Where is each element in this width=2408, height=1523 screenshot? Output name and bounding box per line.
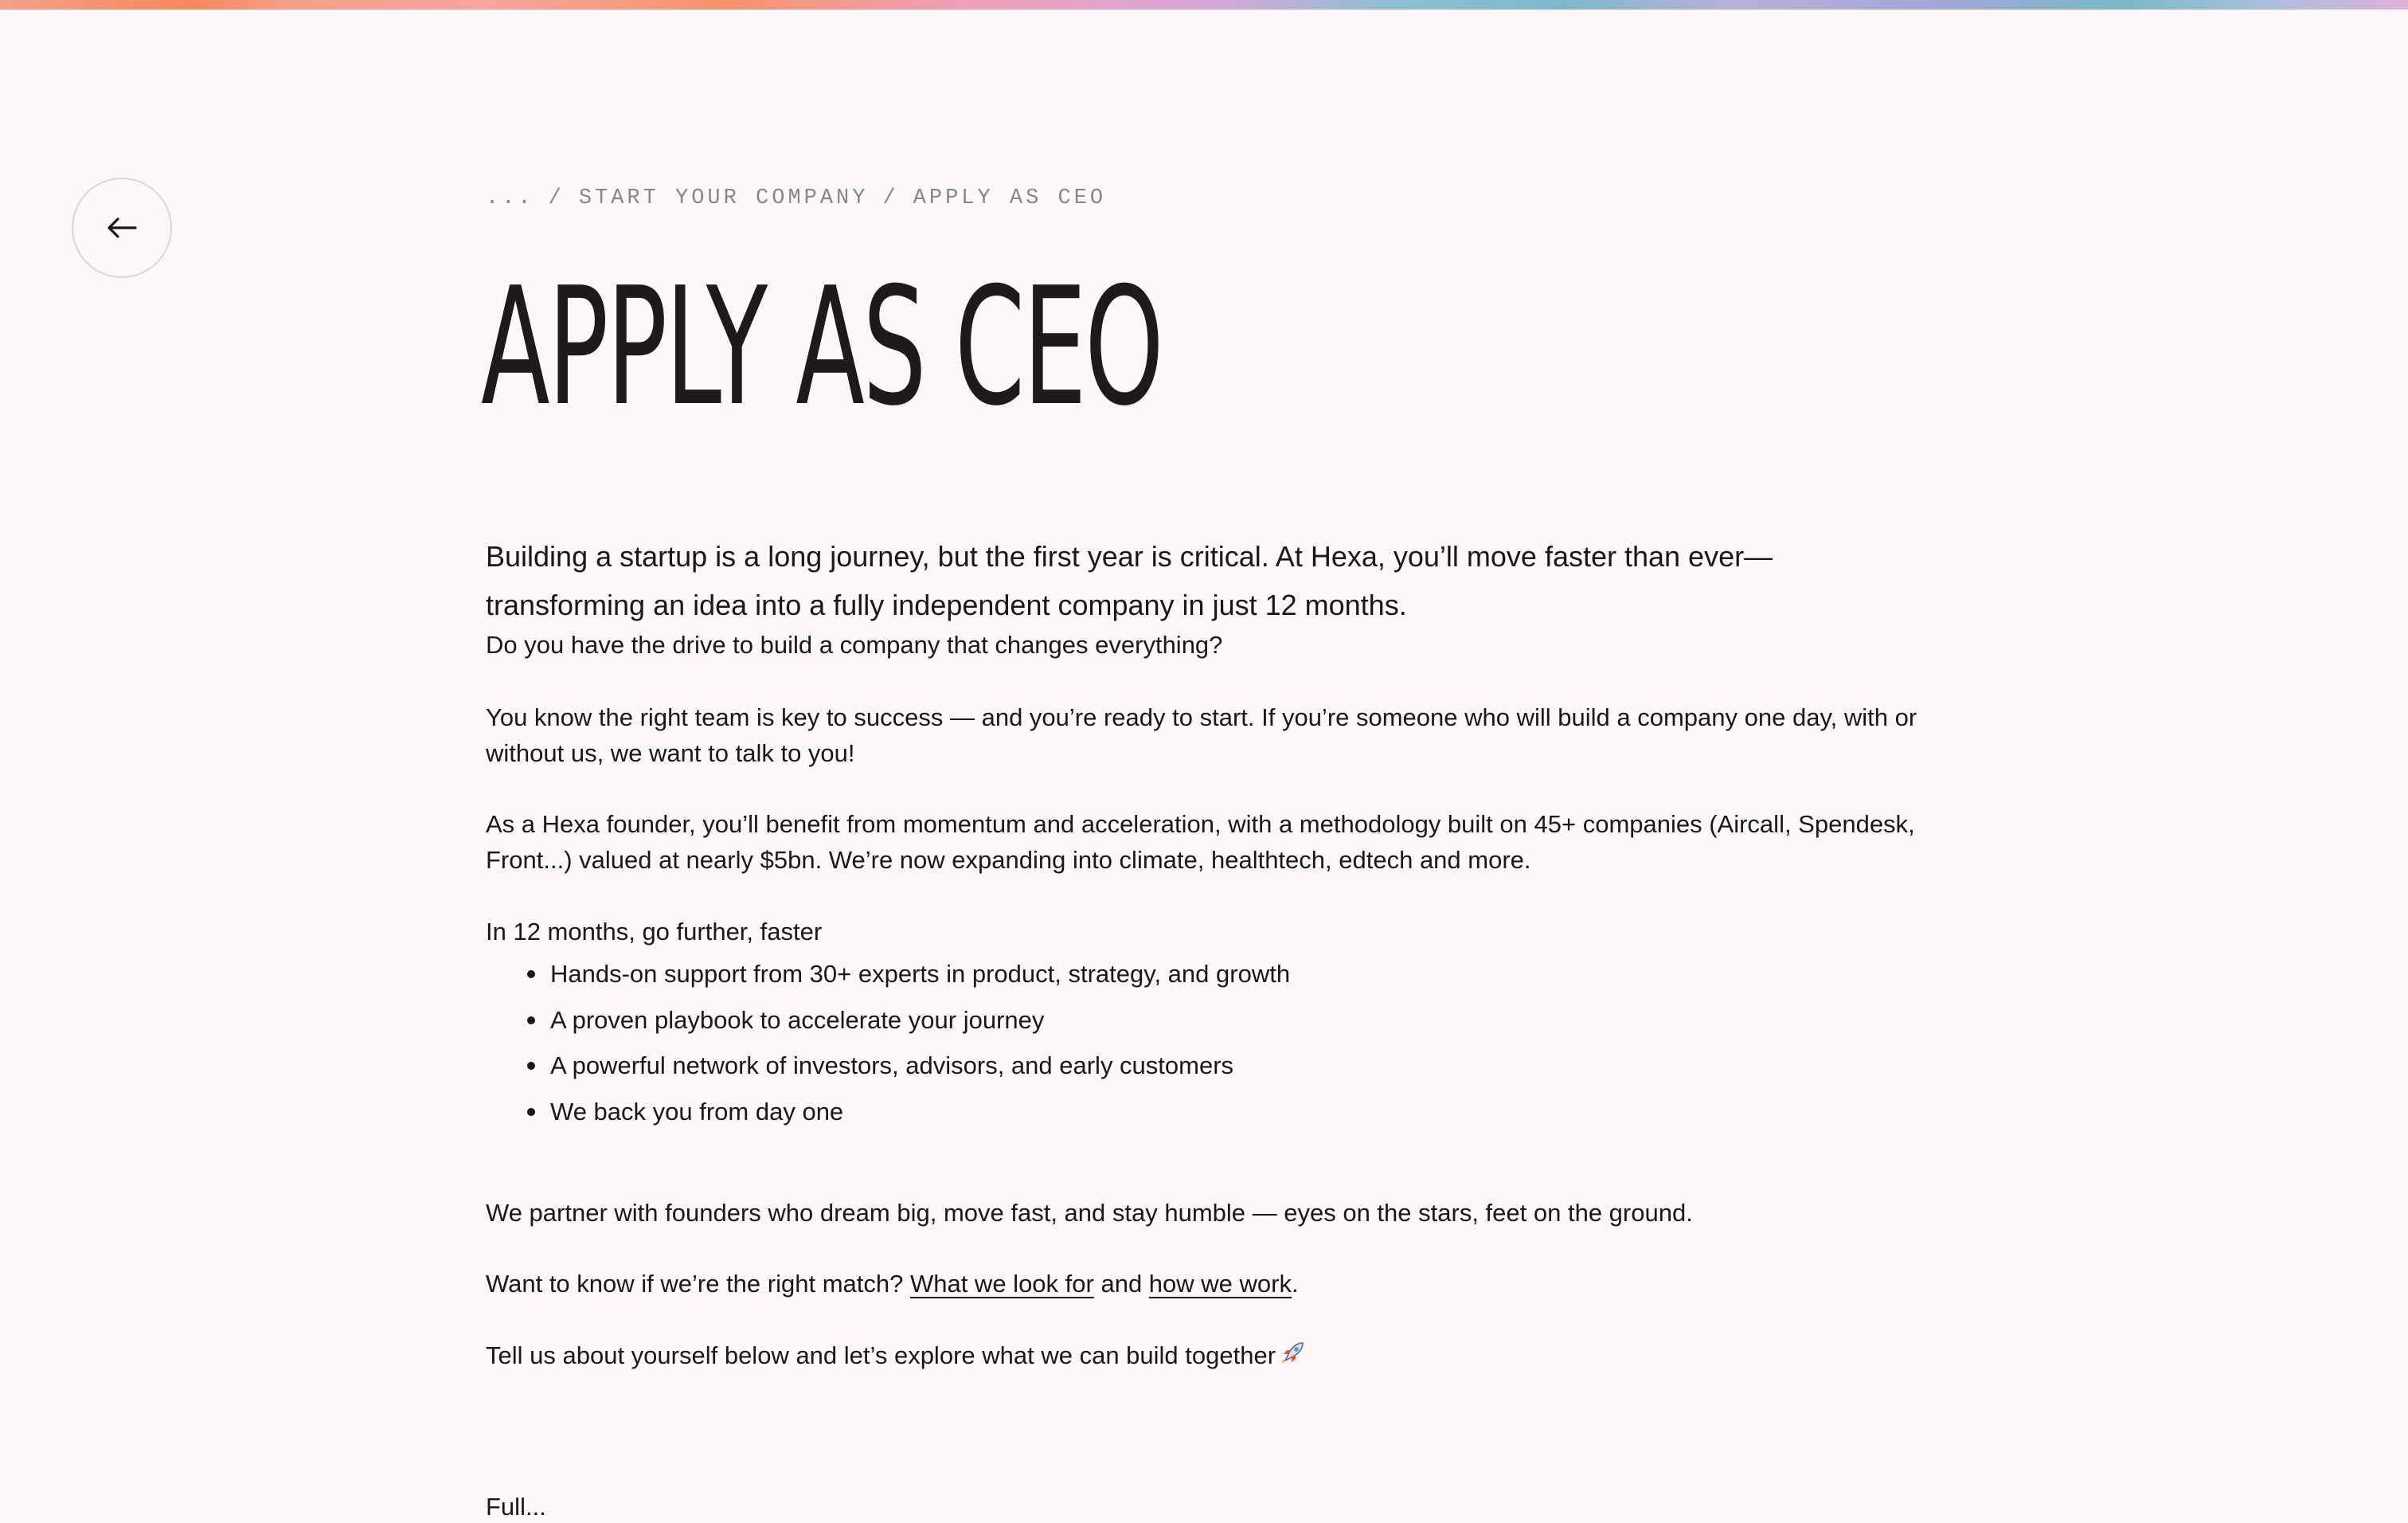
question-paragraph: Do you have the drive to build a company that changes everything?	[486, 631, 1223, 659]
list-item-text: Hands-on support from 30+ experts in product, strategy, and growth	[550, 960, 1291, 988]
match-prefix: Want to know if we’re the right match?	[486, 1270, 910, 1298]
breadcrumb-ellipsis[interactable]: ...	[486, 186, 534, 210]
rocket-icon	[1279, 1340, 1306, 1376]
months-heading: In 12 months, go further, faster	[486, 918, 823, 946]
benefits-list	[486, 951, 1290, 1134]
breadcrumb-separator: /	[548, 186, 565, 210]
bullet-dot	[527, 1016, 535, 1024]
breadcrumb-item-start-your-company[interactable]: START YOUR COMPANY	[578, 186, 869, 210]
form-field-label: Full...	[486, 1493, 546, 1521]
what-we-look-for-link[interactable]: What we look for	[909, 1270, 1094, 1298]
list-item	[486, 1043, 1290, 1089]
bullet-dot	[527, 970, 535, 978]
tell-us-paragraph	[486, 1337, 1935, 1376]
tell-us-text: Tell us about yourself below and let’s explore what we can build together	[486, 1341, 1276, 1369]
breadcrumb	[486, 186, 1106, 210]
list-item-text: We back you from day one	[550, 1097, 844, 1126]
back-button[interactable]	[72, 178, 172, 278]
breadcrumb-item-apply-as-ceo: APPLY AS CEO	[913, 186, 1107, 210]
match-and: and	[1093, 1270, 1149, 1298]
team-paragraph: You know the right team is key to success — and you’re ready to start. If you’re someone who will build a company one day, with or without us, we want to talk to you!	[486, 703, 1917, 767]
match-paragraph	[486, 1266, 1935, 1302]
list-item-text: A proven playbook to accelerate your journey	[550, 1005, 1045, 1034]
how-we-work-link[interactable]: how we work	[1148, 1270, 1292, 1298]
top-gradient-bar	[0, 0, 2408, 10]
intro-paragraph: Building a startup is a long journey, but the first year is critical. At Hexa, you’ll move faster than ever—transforming an idea into a fully independent company in just 12 months.	[486, 540, 1773, 621]
list-item	[486, 1089, 1290, 1135]
list-item-text: A powerful network of investors, advisors, and early customers	[550, 1051, 1234, 1079]
page-title: APPLY AS CEO	[481, 253, 1163, 442]
arrow-left-icon	[107, 217, 137, 238]
breadcrumb-separator: /	[882, 186, 899, 210]
bullet-dot	[527, 1108, 535, 1116]
bullet-dot	[527, 1062, 535, 1070]
partner-paragraph: We partner with founders who dream big, move fast, and stay humble — eyes on the stars, feet on the ground.	[486, 1199, 1693, 1227]
list-item	[486, 997, 1290, 1043]
match-suffix: .	[1291, 1270, 1299, 1298]
founder-paragraph: As a Hexa founder, you’ll benefit from momentum and acceleration, with a methodology built on 45+ companies (Aircall, Spendesk, Front...) valued at nearly $5bn. We’re now expanding into climate, healthtech, edtech and more.	[486, 810, 1915, 874]
list-item	[486, 951, 1290, 997]
